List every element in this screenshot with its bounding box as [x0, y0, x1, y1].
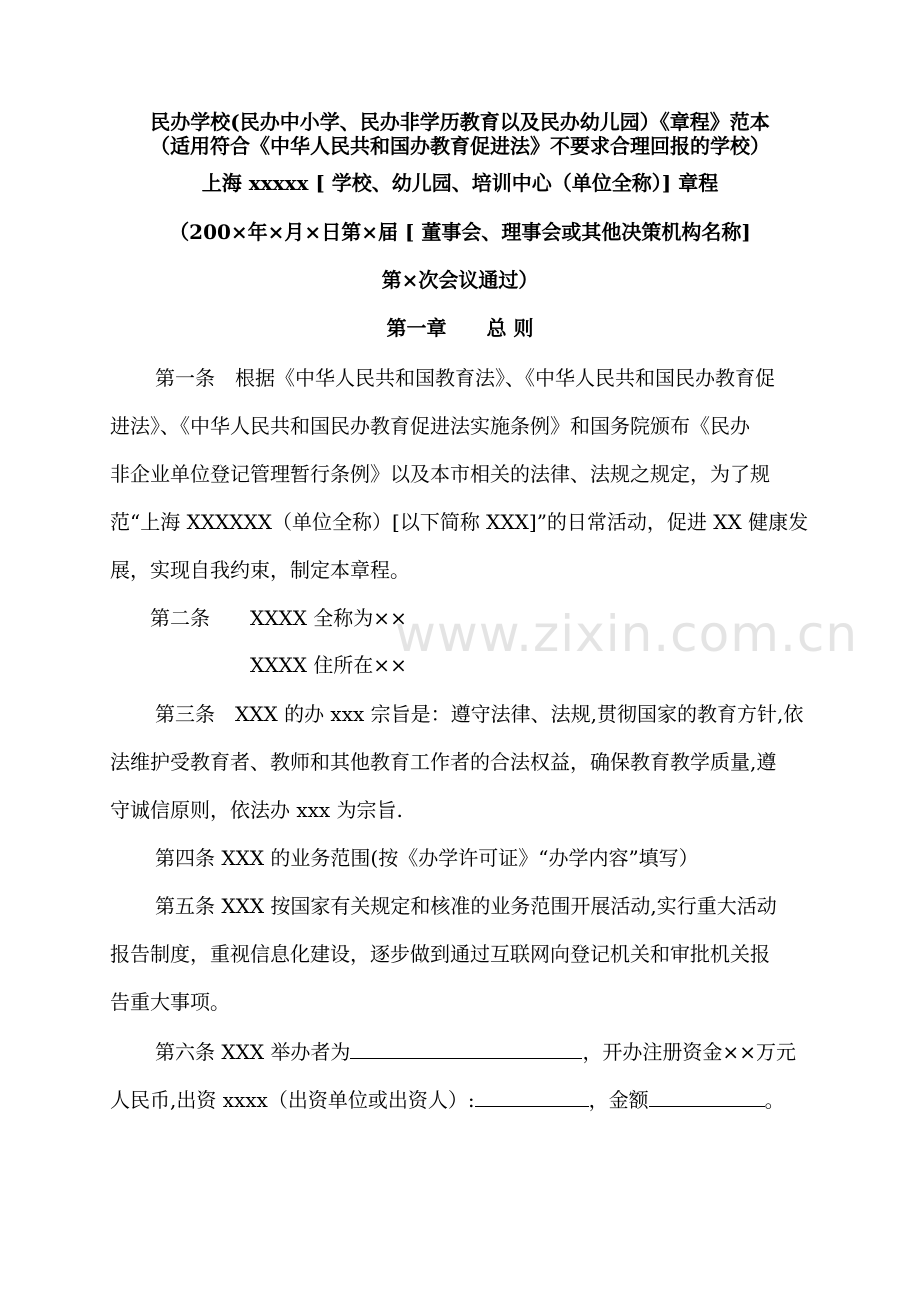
doc-title: 民办学校(民办中小学、民办非学历教育以及民办幼儿园）《章程》范本 [150, 110, 770, 134]
article-1-line: 进法》、《中华人民共和国民办教育促进法实施条例》和国务院颁布《民办 [110, 414, 750, 438]
sponsor-blank [350, 1040, 582, 1059]
article-3-line: 法维护受教育者、教师和其他教育工作者的合法权益，确保教育教学质量,遵 [110, 750, 777, 774]
article-1-line: 展，实现自我约束，制定本章程。 [110, 558, 410, 582]
article-2-label: 第二条 [150, 606, 210, 630]
investor-blank [475, 1088, 589, 1107]
article-3-line: 第三条 XXX 的办 xxx 宗旨是：遵守法律、法规,贯彻国家的教育方针,依 [155, 702, 804, 726]
article-5-line: 告重大事项。 [110, 990, 230, 1014]
article-4-line: 第四条 XXX 的业务范围(按《办学许可证》“办学内容”填写） [155, 846, 699, 870]
article-3-line: 守诚信原则，依法办 xxx 为宗旨. [110, 798, 403, 822]
doc-subtitle: （适用符合《中华人民共和国办教育促进法》不要求合理回报的学校） [150, 134, 770, 158]
chapter-heading: 第一章 总 则 [386, 316, 534, 340]
article-6-end: 。 [764, 1088, 785, 1112]
article-2-fullname: XXXX 全称为×× [250, 606, 407, 630]
charter-title: 上海 xxxxx [ 学校、幼儿园、培训中心（单位全称）] 章程 [201, 171, 719, 195]
article-5-line: 报告制度，重视信息化建设，逐步做到通过互联网向登记机关和审批机关报 [110, 942, 770, 966]
amount-blank [649, 1088, 765, 1107]
watermark: www.zixin.com.cn [395, 605, 859, 663]
article-1-line: 非企业单位登记管理暂行条例》以及本市相关的法律、法规之规定，为了规 [110, 462, 770, 486]
article-2-address: XXXX 住所在×× [250, 653, 407, 677]
adoption-note-line1: （200×年×月×日第×届 [ 董事会、理事会或其他决策机构名称] [169, 220, 751, 244]
article-6-capital-text: ，开办注册资金××万元 [582, 1040, 796, 1064]
article-1-line: 第一条 根据《中华人民共和国教育法》、《中华人民共和国民办教育促 [155, 366, 775, 390]
article-6-amount-label: ，金额 [588, 1088, 649, 1112]
article-6-sponsor-label: 第六条 XXX 举办者为 [155, 1040, 351, 1064]
article-6-line2 [110, 1087, 785, 1113]
article-6-line1 [155, 1039, 796, 1065]
article-6-investor-label: 人民币,出资 xxxx（出资单位或出资人）: [110, 1088, 475, 1112]
adoption-note-line2: 第×次会议通过） [381, 268, 539, 292]
article-1-line: 范“上海 XXXXXX（单位全称）[以下简称 XXX]”的日常活动，促进 XX 健康发 [110, 510, 809, 534]
article-5-line: 第五条 XXX 按国家有关规定和核准的业务范围开展活动,实行重大活动 [155, 894, 777, 918]
